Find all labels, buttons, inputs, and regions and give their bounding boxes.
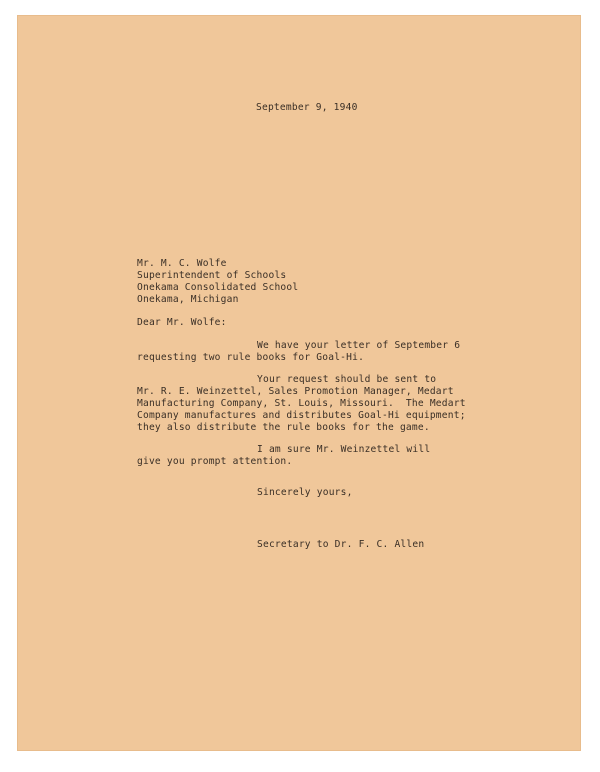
paragraph-1-line-1: We have your letter of September 6 bbox=[257, 340, 461, 351]
paragraph-2-line-5: they also distribute the rule books for the game. bbox=[137, 422, 430, 433]
paragraph-2-line-1: Your request should be sent to bbox=[257, 374, 437, 385]
paragraph-3-line-2: give you prompt attention. bbox=[137, 456, 293, 467]
closing: Sincerely yours, bbox=[257, 487, 353, 498]
salutation: Dear Mr. Wolfe: bbox=[137, 317, 227, 328]
paragraph-2-line-3: Manufacturing Company, St. Louis, Missouri. The Medart bbox=[137, 398, 466, 409]
recipient-title: Superintendent of Schools bbox=[137, 270, 287, 281]
paragraph-3-line-1: I am sure Mr. Weinzettel will bbox=[257, 444, 431, 455]
signature-line: Secretary to Dr. F. C. Allen bbox=[257, 539, 425, 550]
paragraph-2-line-2: Mr. R. E. Weinzettel, Sales Promotion Manager, Medart bbox=[137, 386, 454, 397]
recipient-school: Onekama Consolidated School bbox=[137, 282, 299, 293]
letter-page bbox=[17, 15, 581, 751]
recipient-city: Onekama, Michigan bbox=[137, 294, 239, 305]
paragraph-1-line-2: requesting two rule books for Goal-Hi. bbox=[137, 352, 365, 363]
letter-date: September 9, 1940 bbox=[256, 102, 358, 113]
recipient-name: Mr. M. C. Wolfe bbox=[137, 258, 227, 269]
paragraph-2-line-4: Company manufactures and distributes Goal-Hi equipment; bbox=[137, 410, 466, 421]
